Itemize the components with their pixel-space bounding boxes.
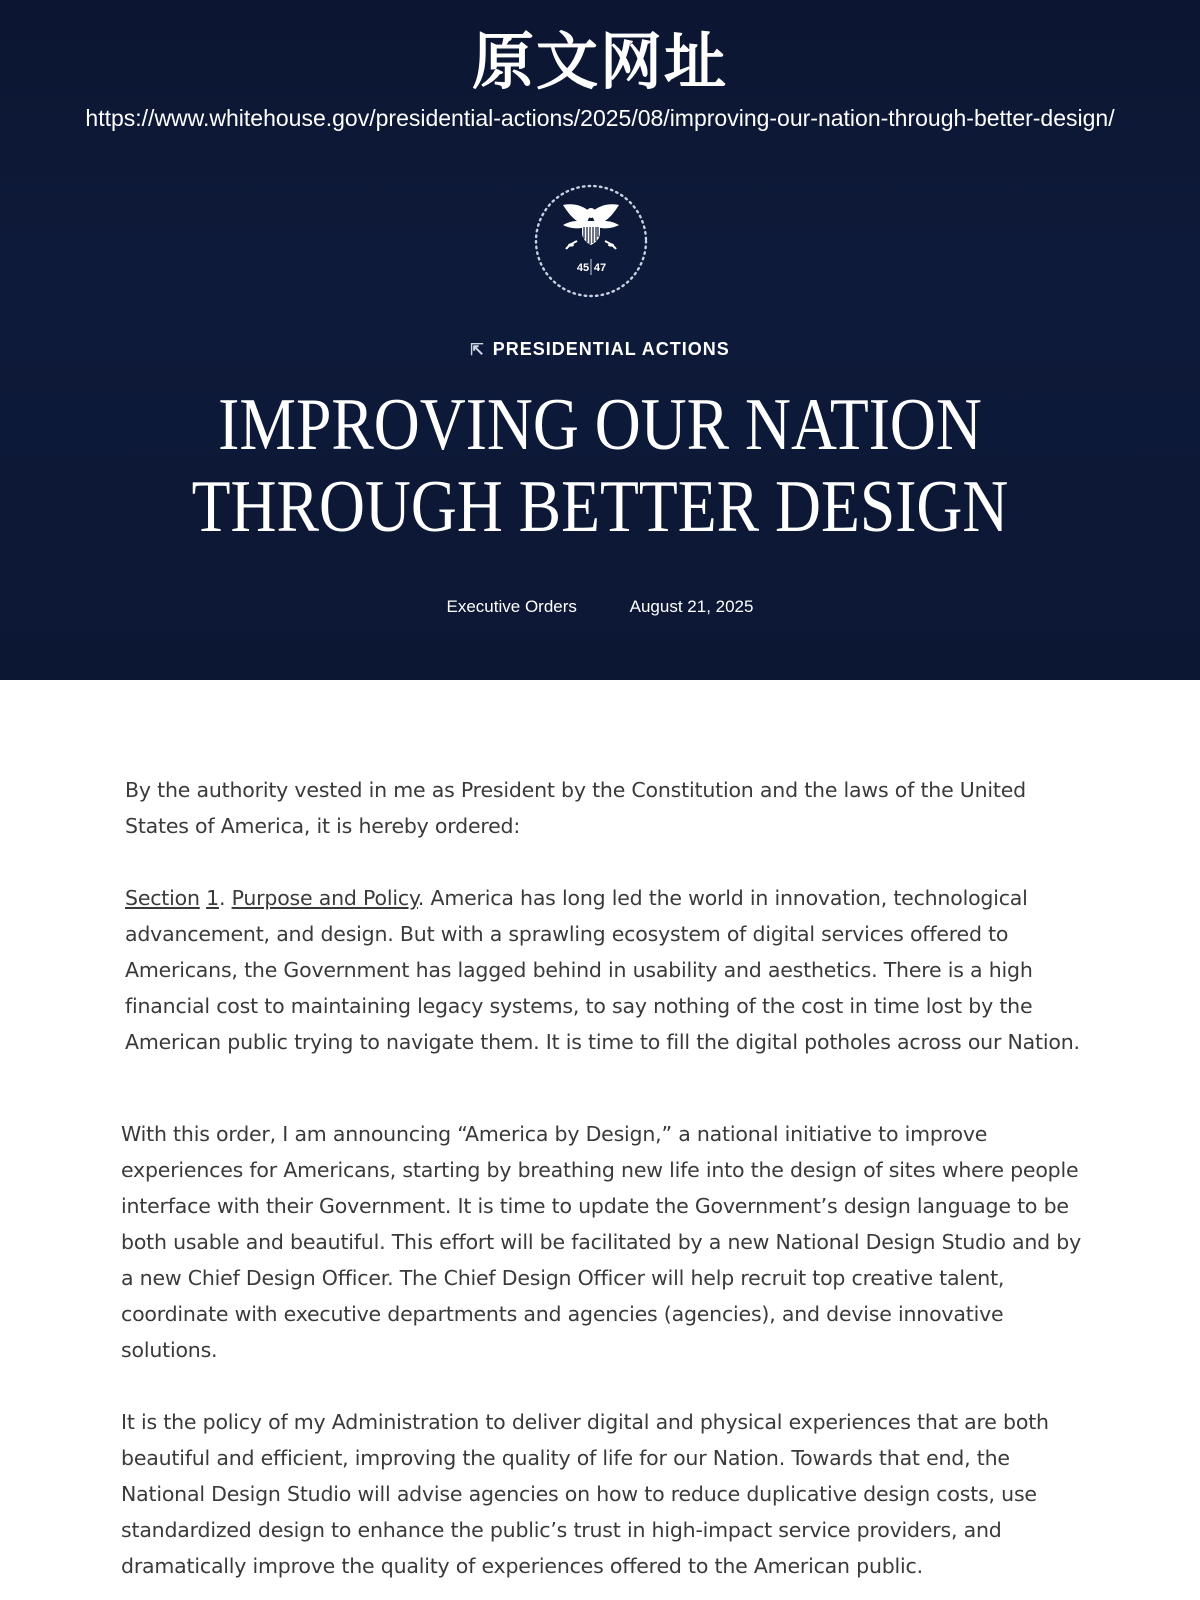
hero-banner xyxy=(0,0,1200,680)
arrow-up-left-icon: ⇱ xyxy=(470,342,485,359)
seal-left-number: 45 xyxy=(576,262,590,274)
paragraph-policy: It is the policy of my Administration to deliver digital and physical experiences that are both beautiful and efficient, improving the quality of life for our Nation. Towards that end, the National Design Studio will advise agencies on how to reduce duplicative design costs, use standardized design to enhance the public’s trust in high-impact service providers, and dramatically improve the quality of experiences offered to the American public. xyxy=(121,1410,1049,1578)
breadcrumb-presidential-actions[interactable] xyxy=(0,336,1200,364)
presidential-seal-icon[interactable] xyxy=(533,183,649,299)
page-title-line-2: THROUGH BETTER DESIGN xyxy=(191,466,1009,548)
section-number: 1 xyxy=(206,886,219,910)
page-title xyxy=(84,384,1116,548)
page-title-line-1: IMPROVING OUR NATION xyxy=(218,384,982,466)
section-label: Section xyxy=(125,886,200,910)
publish-date: August 21, 2025 xyxy=(629,597,754,616)
overlay-title: 原文网址 xyxy=(471,25,728,98)
intro-paragraph: By the authority vested in me as President by the Constitution and the laws of the United States of America, it is hereby ordered: xyxy=(125,778,1026,838)
article-meta xyxy=(0,594,1200,620)
paragraph-america-by-design: With this order, I am announcing “America by Design,” a national initiative to improve experiences for Americans, starting by breathing new life into the design of sites where people interface with their Government. It is time to update the Government’s design language to be both usable and beautiful. This effort will be facilitated by a new National Design Studio and by a new Chief Design Officer. The Chief Design Officer will help recruit top creative talent, coordinate with executive departments and agencies (agencies), and devise innovative solutions. xyxy=(121,1122,1082,1362)
overlay-url: https://www.whitehouse.gov/presidential-actions/2025/08/improving-our-nation-through-better-design/ xyxy=(85,105,1115,131)
seal-right-number: 47 xyxy=(593,262,607,274)
kicker-label: PRESIDENTIAL ACTIONS xyxy=(492,339,730,359)
section-title: Purpose and Policy xyxy=(231,886,418,910)
category-link[interactable]: Executive Orders xyxy=(446,597,577,616)
section-text: America has long led the world in innovation, technological advancement, and design. But with a sprawling ecosystem of digital services offered to Americans, the Government has lagged behind in usability and aesthetics. There is a high financial cost to maintaining legacy systems, to say nothing of the cost in time lost by the American public trying to navigate them. It is time to fill the digital potholes across our Nation. xyxy=(125,886,1080,1054)
section-1-paragraph: Section 1. Purpose and Policy. America has long led the world in innovation, technological advancement, and design. But with a sprawling ecosystem of digital services offered to Americans, the Government has lagged behind in usability and aesthetics. There is a high financial cost to maintaining legacy systems, to say nothing of the cost in time lost by the American public trying to navigate them. It is time to fill the digital potholes across our Nation. xyxy=(125,886,1080,1054)
